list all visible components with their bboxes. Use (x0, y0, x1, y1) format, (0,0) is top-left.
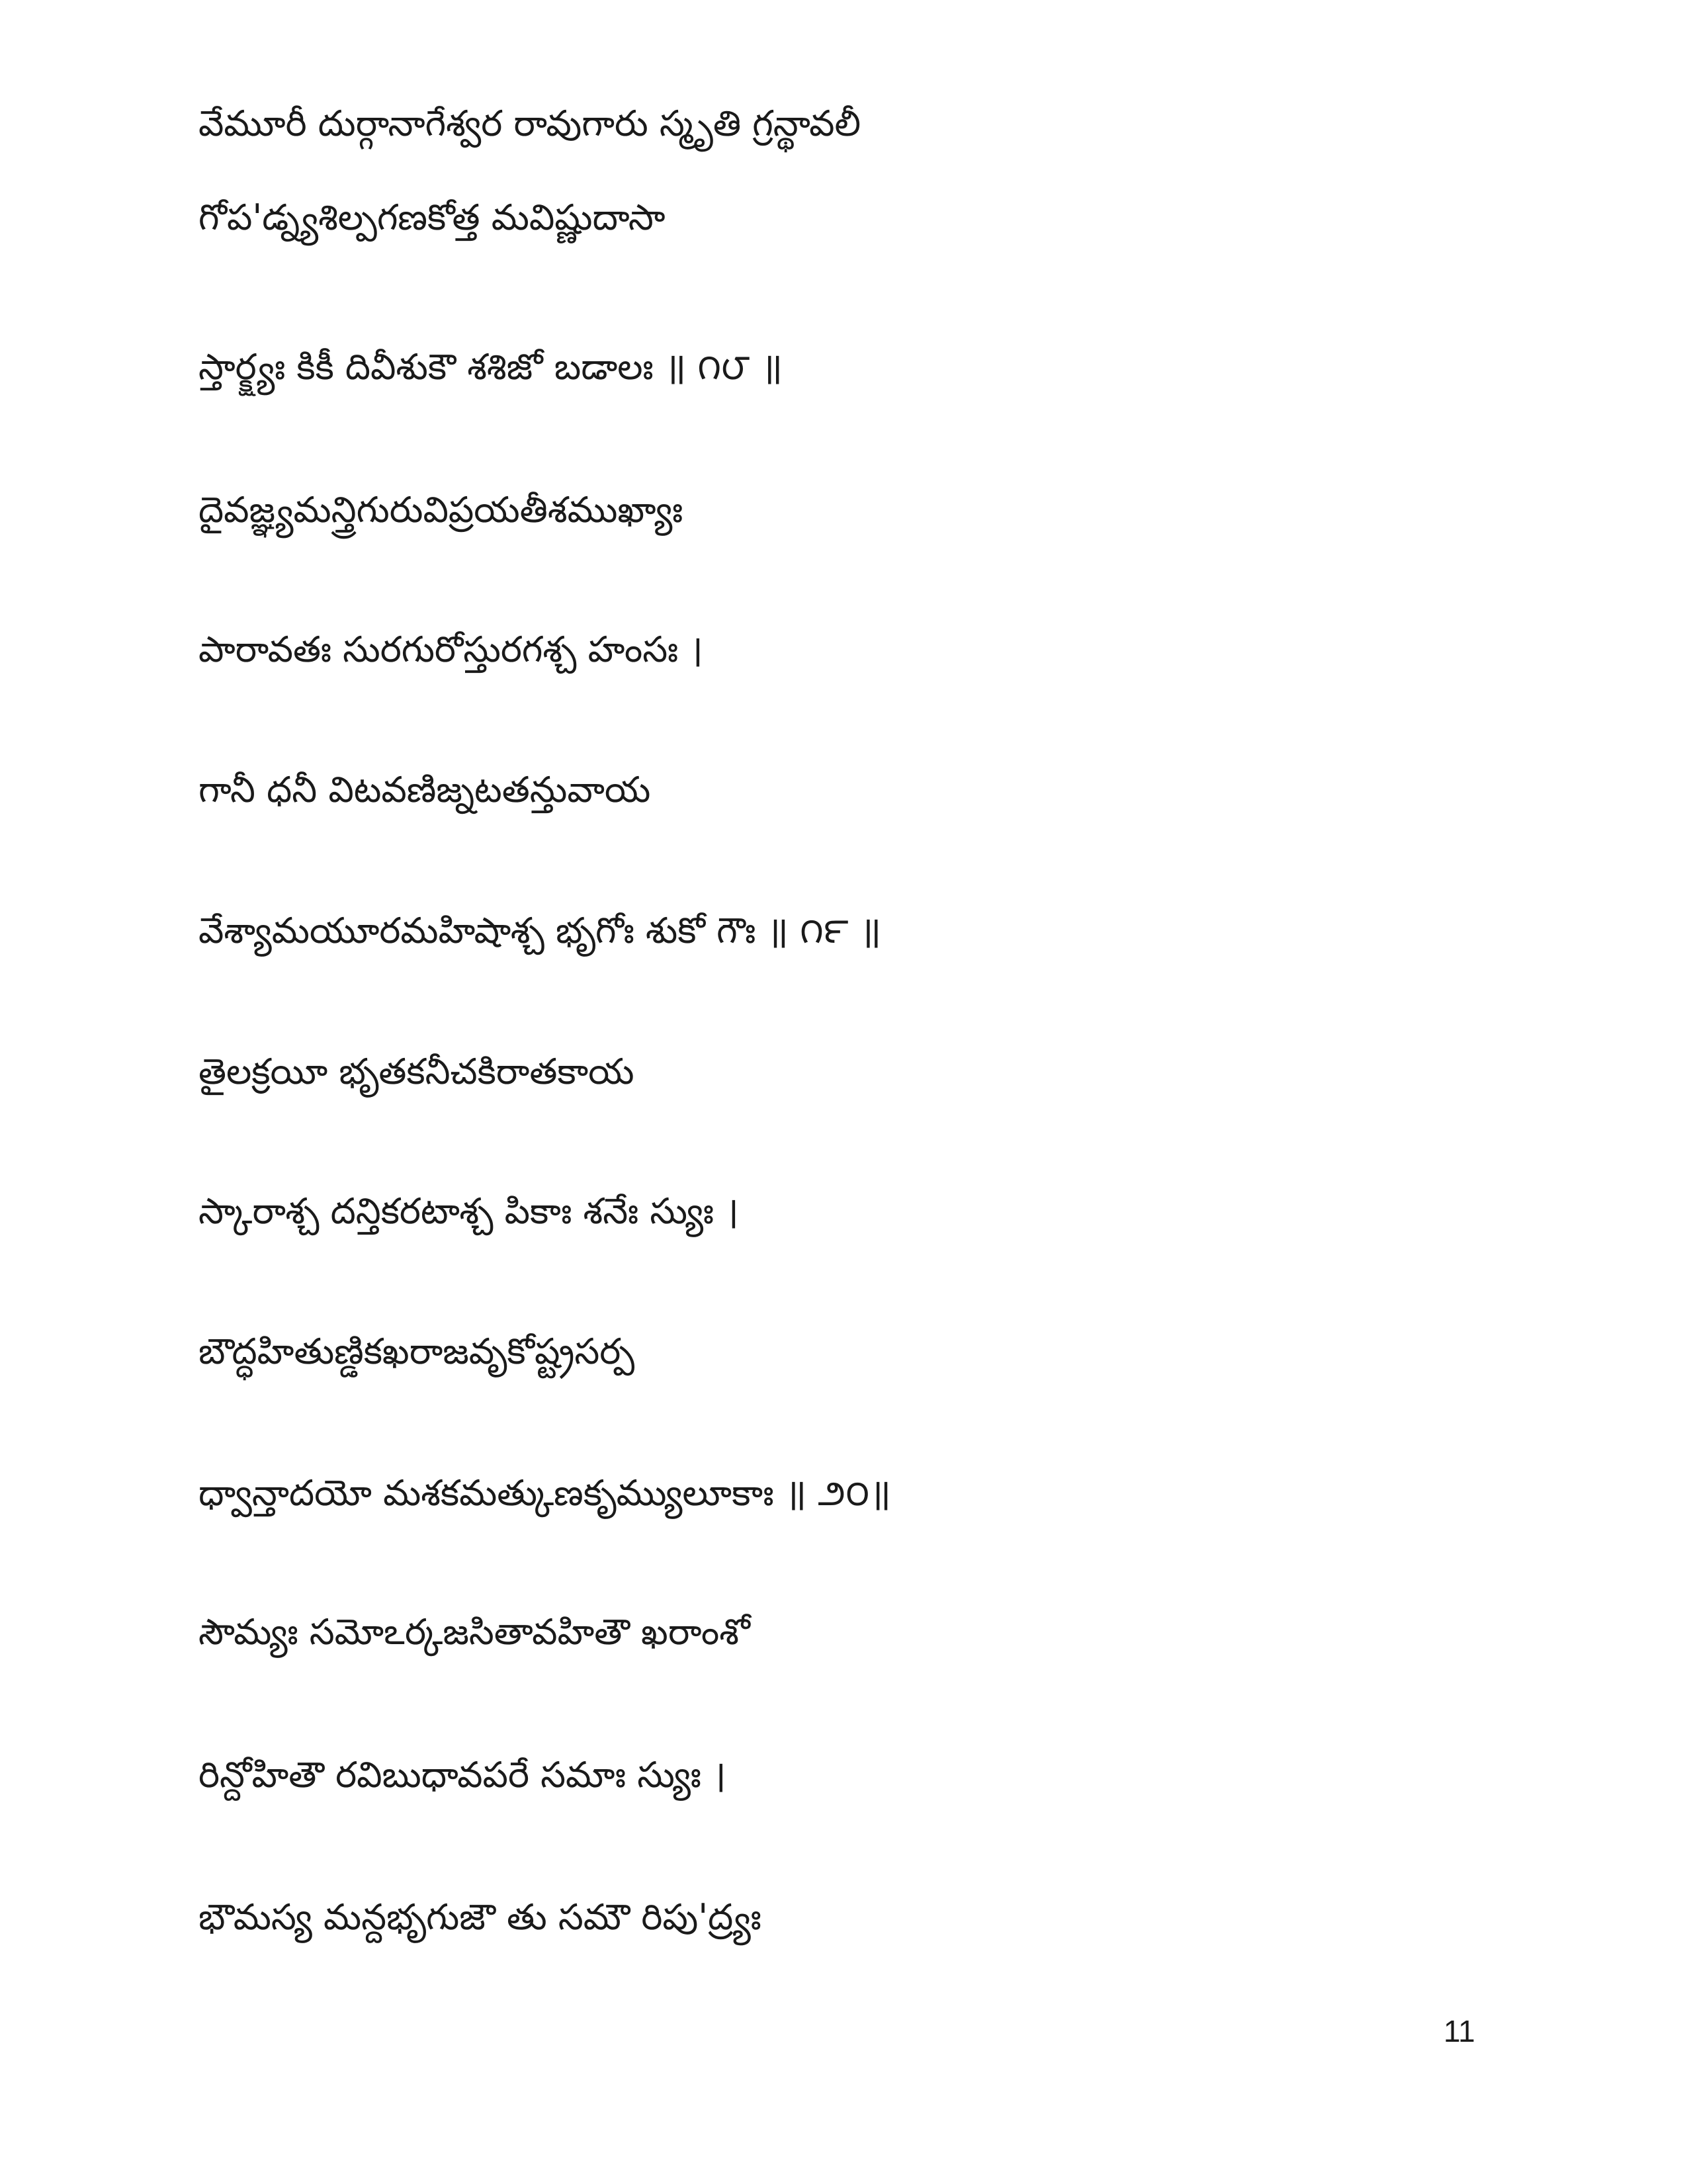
verse-line: దైవజ్ఞ్యమన్త్రిగురువిప్రయతీశముఖ్యాః (198, 489, 683, 531)
verse-line: స్కారాశ్చ దన్తికరటాశ్చ పికాః శనేః స్యుః । (198, 1190, 739, 1232)
verse-line: బౌద్ధహితుణ్డికఖరాజవృకోష్ట్రసర్ప (198, 1331, 635, 1372)
verse-line: తైలక్రయీ భృతకనీచకిరాతకాయ (198, 1051, 634, 1092)
verse-line: భౌమస్య మన్దభృగుజౌ తు సమౌ రిపు'ద్ర్యః (198, 1896, 761, 1938)
verse-line: సౌమ్యః సమోఽర్కజసితావహితౌ ఖరాంశో (198, 1611, 750, 1653)
verse-line: వేశ్యామయూరమహిషాశ్చ భృగోః శుకో గౌః ॥ ౧౯ ॥ (198, 910, 882, 951)
page-number: 11 (1444, 2014, 1475, 2048)
verse-line: రిన్దోహితౌ రవిబుధావపరే సమాః స్యుః । (198, 1754, 726, 1796)
verse-line: స్తార్క్ష్యః కికీ దివీశుకౌ శశిజో బడాలః ॥ ౧౮ ॥ (198, 346, 783, 388)
header-subtitle-line: గోప'డ్న్యశిల్పగణకోత్త మవిష్ణుదాసా (198, 197, 666, 238)
verse-line: ధ్వాన్తాదయో మశకమత్కుణకృమ్యులూకాః ॥ ౨౦॥ (198, 1472, 891, 1514)
verse-line: పారావతః సురగురోస్తురగశ్చ హంసః । (198, 629, 703, 670)
verse-line: గానీ ధనీ విటవణిజ్నటతన్తువాయ (198, 769, 651, 810)
header-title-line: వేమూరీ దుర్గానాగేశ్వర రావుగారు స్మృతి గ్రన్థావలీ (198, 103, 861, 144)
